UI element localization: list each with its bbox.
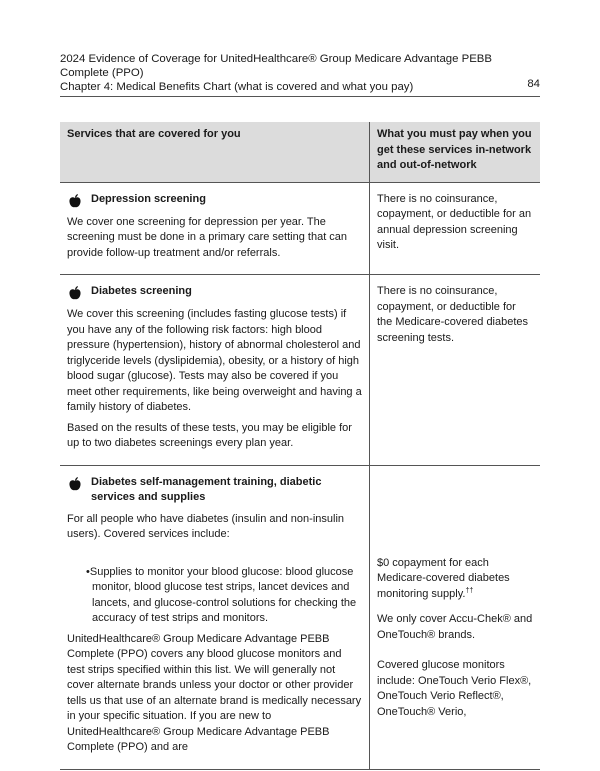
- row-intro: For all people who have diabetes (insulin and non-insulin users). Covered services include:: [67, 512, 345, 540]
- column-header-pay: What you must pay when you get these services in-network and out-of-network: [370, 122, 541, 182]
- cost-text: $0 copayment for each Medicare-covered diabetes monitoring supply.: [377, 556, 510, 600]
- table-row: [60, 182, 540, 275]
- bullet-text: Supplies to monitor your blood glucose: blood glucose monitor, blood glucose test strips, lancet devices and lancets, and glucose-control solutions for checking the accuracy of test strips and monitors.: [89, 565, 357, 624]
- brand-note: We only cover Accu-Chek® and OneTouch® brands.: [377, 613, 533, 641]
- apple-icon: [67, 476, 83, 492]
- row-cost: There is no coinsurance, copayment, or deductible for the Medicare-covered diabetes screening tests.: [377, 285, 529, 344]
- row-description: Based on the results of these tests, you may be eligible for up to two diabetes screenings every plan year.: [67, 421, 352, 449]
- footnote-marker: ††: [465, 586, 474, 594]
- row-title: Diabetes screening: [91, 285, 192, 297]
- apple-icon: [67, 285, 83, 301]
- row-title: Diabetes self-management training, diabetic services and supplies: [91, 475, 322, 503]
- chapter-title: Chapter 4: Medical Benefits Chart (what is covered and what you pay): [60, 81, 414, 93]
- header-divider: [60, 96, 540, 97]
- row-description: UnitedHealthcare® Group Medicare Advantage PEBB Complete (PPO) covers any blood glucose monitors and test strips specified within this list. We will generally not cover alternate brands unless your doctor or other provider tells us that use of an alternate brand is medically necessary in your specific situation. If you are new to UnitedHealthcare® Group Medicare Advantage PEBB Complete (PPO) and are: [67, 632, 362, 753]
- row-cost: [377, 556, 533, 603]
- row-description: We cover one screening for depression per year. The screening must be done in a primary care setting that can provide follow-up treatment and/or referrals.: [67, 215, 348, 259]
- table-row: [60, 465, 540, 769]
- row-description: We cover this screening (includes fasting glucose tests) if you have any of the following risk factors: high blood pressure (hypertension), history of abnormal cholesterol and triglyceride levels (dyslipidemia), obesity, or a history of high blood sugar (glucose). Tests may also be covered if you meet other requirements, like being overweight and having a family history of diabetes.: [67, 308, 362, 413]
- page-number: 84: [527, 78, 540, 90]
- column-header-services: Services that are covered for you: [60, 122, 370, 182]
- row-title: Depression screening: [91, 192, 206, 205]
- medical-benefits-table: [60, 122, 540, 770]
- apple-icon: [67, 193, 83, 209]
- table-row: [60, 275, 540, 466]
- row-cost: There is no coinsurance, copayment, or deductible for an annual depression screening visit.: [377, 192, 532, 251]
- covered-monitors: Covered glucose monitors include: OneTouch Verio Flex®, OneTouch Verio Reflect®, OneTouch® Verio,: [377, 659, 532, 718]
- table-header-row: [60, 122, 540, 182]
- running-header: [60, 52, 540, 94]
- bullet-item: •Supplies to monitor your blood glucose: blood glucose monitor, blood glucose test strips, lancet devices and lancets, and glucose-control solutions for checking the accuracy of test strips and monitors.: [86, 565, 357, 624]
- document-title: 2024 Evidence of Coverage for UnitedHealthcare® Group Medicare Advantage PEBB Complete (PPO): [60, 53, 492, 79]
